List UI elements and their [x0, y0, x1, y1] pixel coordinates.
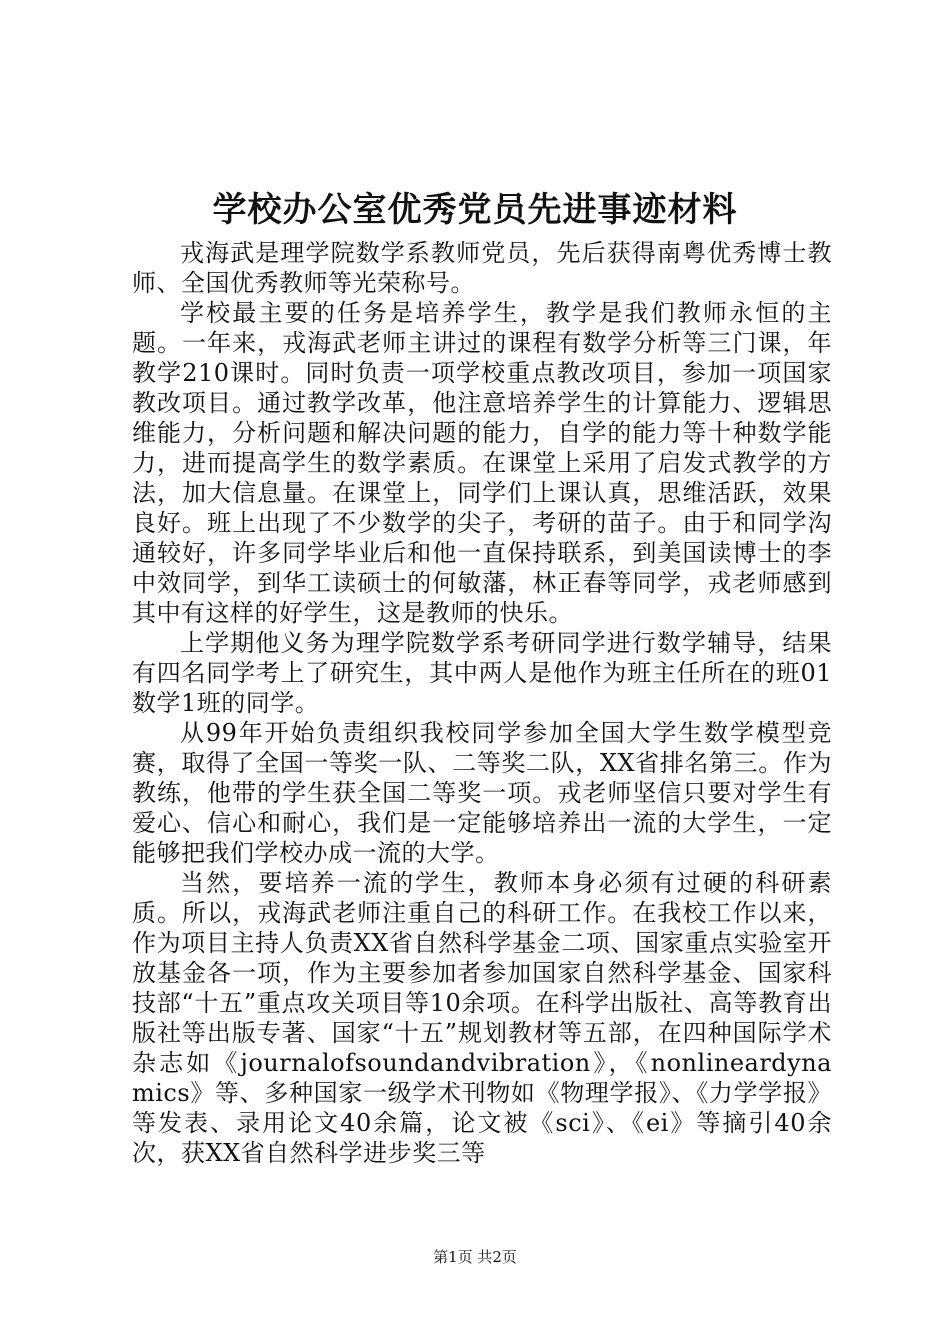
paragraph-5: 当然，要培养一流的学生，教师本身必须有过硬的科研素质。所以，戎海武老师注重自己的科研工作。在我校工作以来，作为项目主持人负责XX省自然科学基金二项、国家重点实验室开放基金各一项，作为主要参加者参加国家自然科学基金、国家科技部“十五”重点攻关项目等10余项。在科学出版社、高等教育出版社等出版专著、国家“十五”规划教材等五部，在四种国际学术杂志如《journalofsoundandvibration》，《nonlineardynamics》等、多种国家一级学术刊物如《物理学报》、《力学学报》等发表、录用论文40余篇，论文被《sci》、《ei》等摘引40余次，获XX省自然科学进步奖三等	[132, 869, 832, 1167]
document-title: 学校办公室优秀党员先进事迹材料	[212, 190, 738, 230]
document-body	[132, 238, 832, 1168]
paragraph-4: 从99年开始负责组织我校同学参加全国大学生数学模型竞赛，取得了全国一等奖一队、二等奖二队，XX省排名第三。作为教练，他带的学生获全国二等奖一项。戎老师坚信只要对学生有爱心、信心和耐心，我们是一定能够培养出一流的大学生，一定能够把我们学校办成一流的大学。	[132, 719, 832, 867]
page-number-footer: 第1页 共2页	[433, 1248, 517, 1266]
paragraph-3: 上学期他义务为理学院数学系考研同学进行数学辅导，结果有四名同学考上了研究生，其中两人是他作为班主任所在的班01数学1班的同学。	[132, 629, 832, 717]
paragraph-2: 学校最主要的任务是培养学生，教学是我们教师永恒的主题。一年来，戎海武老师主讲过的课程有数学分析等三门课，年教学210课时。同时负责一项学校重点教改项目，参加一项国家教改项目。通过教学改革，他注意培养学生的计算能力、逻辑思维能力，分析问题和解决问题的能力，自学的能力等十种数学能力，进而提高学生的数学素质。在课堂上采用了启发式教学的方法，加大信息量。在课堂上，同学们上课认真，思维活跃，效果良好。班上出现了不少数学的尖子，考研的苗子。由于和同学沟通较好，许多同学毕业后和他一直保持联系，到美国读博士的李中效同学，到华工读硕士的何敏藩，林正春等同学，戎老师感到其中有这样的好学生，这是教师的快乐。	[132, 299, 832, 627]
paragraph-1: 戎海武是理学院数学系教师党员，先后获得南粤优秀博士教师、全国优秀教师等光荣称号。	[132, 239, 832, 297]
